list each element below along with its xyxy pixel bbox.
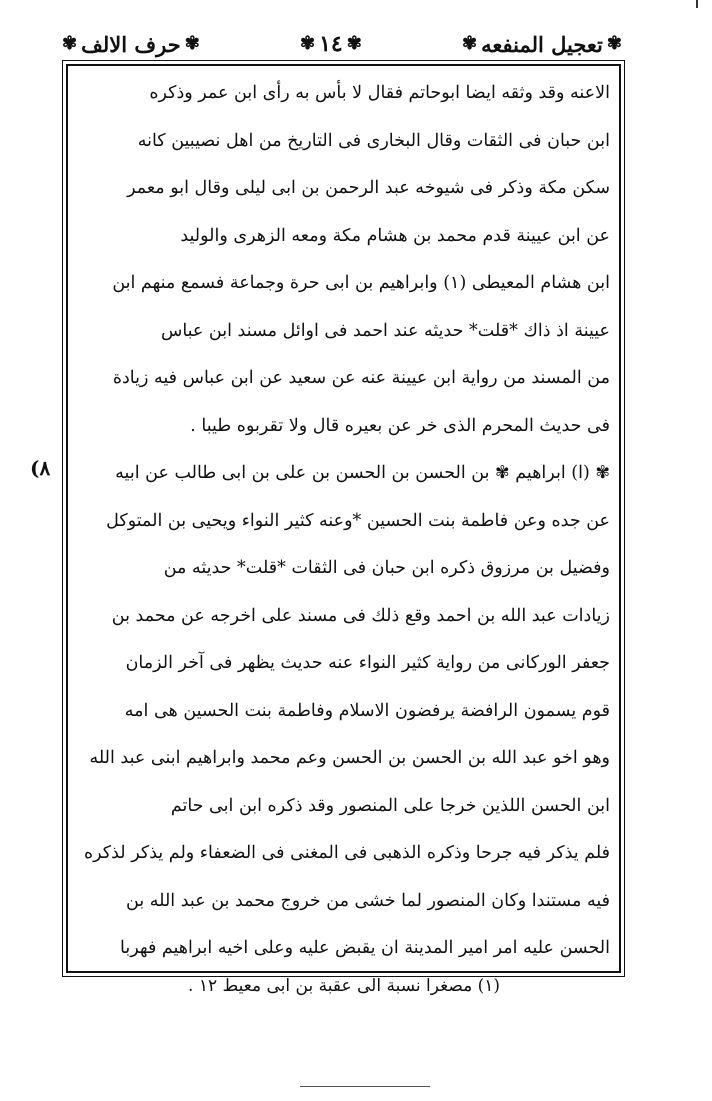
header-center (300, 31, 362, 57)
header-left (62, 32, 200, 57)
text-line: ✾ (ا) ابراهيم ✾ بن الحسن بن الحسن بن على بن ابى طالب عن ابيه (115, 463, 610, 483)
text-line: عن جده وعن فاطمة بنت الحسين *وعنه كثير النواء ويحيى بن المتوكل (106, 510, 610, 531)
ornament-icon: ✾ (462, 33, 478, 54)
text-line: وهو اخو عبد الله بن الحسن بن الحسن وعم محمد وابراهيم ابنى عبد الله (89, 748, 610, 768)
header-right (462, 32, 622, 57)
body-text (78, 70, 610, 973)
text-line: فيه مستندا وكان المنصور لما خشى من خروج محمد بن عبد الله بن (126, 890, 610, 911)
book-title: تعجيل المنفعه (481, 31, 603, 57)
text-line: الحسن عليه امر امير المدينة ان يقبض عليه وعلى اخيه ابراهيم فهربا (120, 938, 610, 958)
page-number: ١٤ (319, 31, 343, 57)
text-line: قوم يسمون الرافضة يرفضون الاسلام وفاطمة بنت الحسين هى امه (124, 700, 610, 721)
text-line: وفضيل بن مرزوق ذكره ابن حبان فى الثقات *قلت* حديثه من (163, 558, 610, 578)
text-line: عيينة اذ ذاك *قلت* حديثه عند احمد فى اوائل مسند ابن عباس (160, 320, 610, 341)
ornament-icon: ✾ (606, 33, 622, 54)
footnote: (١) مصغرا نسبة الى عقبة بن ابى معيط ١٢ . (188, 976, 500, 996)
entry-number: ٨) (30, 456, 51, 480)
text-line: ابن الحسن اللذين خرجا على المنصور وقد ذكره ابن ابى حاتم (170, 795, 610, 816)
bottom-rule (300, 1086, 430, 1087)
ornament-icon: ✾ (299, 33, 316, 54)
ornament-icon: ✾ (62, 33, 78, 54)
text-line: عن ابن عيينة قدم محمد بن هشام مكة ومعه الزهرى والوليد (180, 225, 610, 246)
page-header (62, 22, 622, 66)
text-line: ابن حبان فى الثقات وقال البخارى فى التاريخ من اهل نصيبين كانه (137, 130, 610, 151)
ornament-icon: ✾ (346, 33, 362, 54)
text-line: سكن مكة وذكر فى شيوخه عبد الرحمن بن ابى ليلى وقال ابو معمر (127, 178, 610, 198)
text-line: الاعنه وقد وثقه ايضا ابوحاتم فقال لا بأس به رأى ابن عمر وذكره (149, 83, 610, 103)
text-line: فلم يذكر فيه جرحا وذكره الذهبى فى المغنى فى الضعفاء ولم يذكر لذكره (83, 843, 610, 863)
chapter-title: حرف الالف (81, 31, 181, 57)
text-line: جعفر الوركانى من رواية كثير النواء عنه حديث يظهر فى آخر الزمان (125, 653, 610, 673)
text-line: ابن هشام المعيطى (١) وابراهيم بن ابى حرة وجماعة فسمع منهم ابن (112, 273, 610, 293)
corner-mark (696, 0, 698, 8)
text-line: فى حديث المحرم الذى خر عن بعيره قال ولا تقربوه طيبا . (190, 415, 610, 436)
text-line: من المسند من رواية ابن عيينة عنه عن سعيد عن ابن عباس فيه زيادة (112, 368, 610, 388)
ornament-icon: ✾ (184, 33, 200, 54)
text-line: زيادات عبد الله بن احمد وقع ذلك فى مسند على اخرجه عن محمد بن (111, 605, 610, 626)
